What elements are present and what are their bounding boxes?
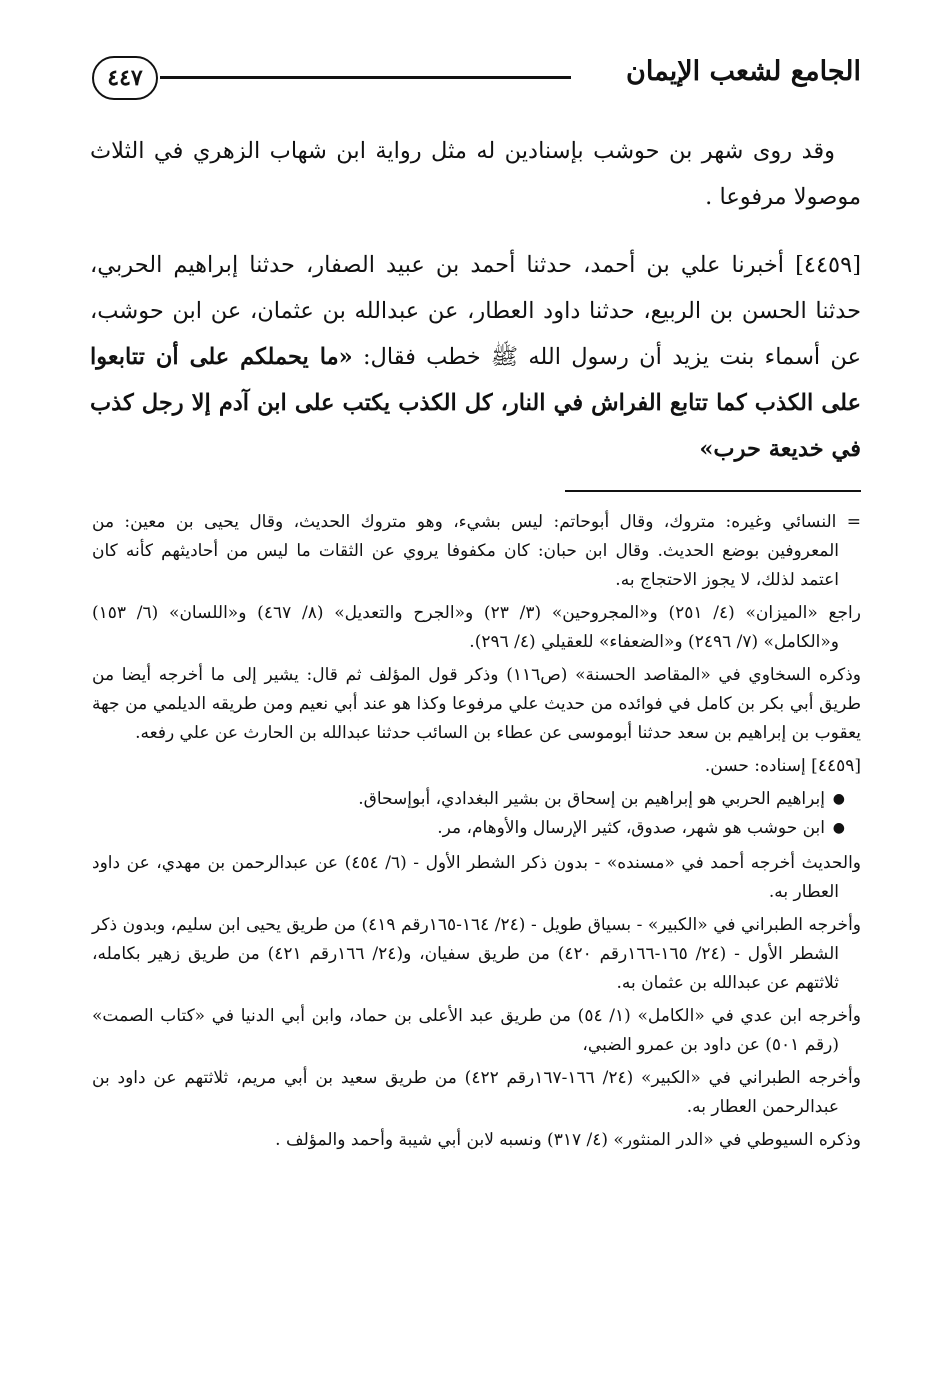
isnad-grade: [٤٤٥٩] إسناده: حسن.: [704, 756, 861, 776]
footnote-references: راجع «الميزان» (٤/ ٢٥١) و«المجروحين» (٣/ ٢٣) و«الجرح والتعديل» (٨/ ٤٦٧) و«اللسان» (٦/ ١٥٣) و«الكامل» (٧/ ٢٤٩٦) و«الضعفاء» للعقيلي (٤/ ٢٩٦).: [92, 603, 861, 652]
footnote-paragraph: وذكره السخاوي في «المقاصد الحسنة» (ص١١٦) وذكر قول المؤلف ثم قال: يشير إلى ما أخرجه أيضا من طريق أبي بكر بن كامل في فوائده من حديث علي مرفوعا وكذا هو عند أبي نعيم ومن طريقه الديلمي من جهة يعقوب بن إبراهيم بن سعد حدثنا أبوموسى عن عطاء بن السائب حدثنا عبدالله بن الحارث عن علي رفعه.: [92, 665, 861, 743]
footnote-paragraph: وأخرجه ابن عدي في «الكامل» (١/ ٥٤) من طريق عبد الأعلى بن حماد، وابن أبي الدنيا في «كتاب الصمت» (رقم ٥٠١) عن داود بن عمرو الضبي،: [92, 1006, 861, 1055]
footnote-paragraph: وذكره السيوطي في «الدر المنثور» (٤/ ٣١٧) ونسبه لابن أبي شيبة وأحمد والمؤلف .: [275, 1130, 861, 1150]
bullet-icon: ●: [832, 820, 845, 836]
intro-paragraph: [90, 128, 861, 220]
footnotes: [92, 508, 861, 1159]
header-rule: [160, 76, 571, 79]
bullet-text: ابن حوشب هو شهر، صدوق، كثير الإرسال والأوهام، مر.: [437, 818, 825, 838]
intro-line-2: موصولا مرفوعا .: [705, 184, 861, 210]
hadith-text: «ما يحملكم على أن تتابعوا على الكذب كما تتابع الفراش في النار، كل الكذب يكتب على ابن آدم إلا رجل كذب في خديعة حرب»: [90, 344, 861, 462]
main-text: [90, 128, 861, 472]
hadith-paragraph: [90, 242, 861, 472]
running-header-title: الجامع لشعب الإيمان: [626, 56, 861, 87]
bullet-item: [92, 785, 861, 814]
bullet-item: [92, 814, 861, 843]
footnote-paragraph: وأخرجه الطبراني في «الكبير» (٢٤/ ١٦٦-١٦٧رقم ٤٢٢) من طريق سعيد بن أبي مريم، ثلاثتهم عن داود بن عبدالرحمن العطار به.: [92, 1068, 861, 1117]
separator-line: [565, 490, 861, 492]
footnote-paragraph: = النسائي وغيره: متروك، وقال أبوحاتم: ليس بشيء، وهو متروك الحديث، وقال يحيى بن معين: من المعروفين بوضع الحديث. وقال ابن حبان: كان مكفوفا يروي عن الثقات ما ليس من أحاديثهم كأنه كان اعتمد لذلك، لا يجوز الاحتجاج به.: [92, 512, 861, 590]
intro-line-1: وقد روى شهر بن حوشب بإسنادين له مثل رواية ابن شهاب الزهري في الثلاث: [90, 138, 835, 164]
hadith-chain: أخبرنا علي بن أحمد، حدثنا أحمد بن عبيد الصفار، حدثنا إبراهيم الحربي، حدثنا الحسن بن الربيع، حدثنا داود العطار، عن عبدالله بن عثمان، عن ابن حوشب، عن أسماء بنت يزيد أن رسول الله ﷺ خطب فقال:: [90, 252, 861, 370]
hadith-number: [٤٤٥٩]: [795, 252, 862, 278]
footnote-paragraph: والحديث أخرجه أحمد في «مسنده» - بدون ذكر الشطر الأول - (٦/ ٤٥٤) عن عبدالرحمن بن مهدي، عن داود العطار به.: [92, 853, 861, 902]
page-number-badge: ٤٤٧: [92, 56, 158, 100]
footnote-paragraph: وأخرجه الطبراني في «الكبير» - بسياق طويل - (٢٤/ ١٦٤-١٦٥رقم ٤١٩) من طريق يحيى ابن سليم، وبدون ذكر الشطر الأول - (٢٤/ ١٦٥-١٦٦رقم ٤٢٠) من طريق سفيان، و(٢٤/ ١٦٦رقم ٤٢١) من طريق زهير بكامله، ثلاثتهم عن عبدالله بن عثمان به.: [92, 915, 861, 993]
bullet-icon: ●: [832, 791, 845, 807]
bullet-text: إبراهيم الحربي هو إبراهيم بن إسحاق بن بشير البغدادي، أبوإسحاق.: [358, 789, 825, 809]
